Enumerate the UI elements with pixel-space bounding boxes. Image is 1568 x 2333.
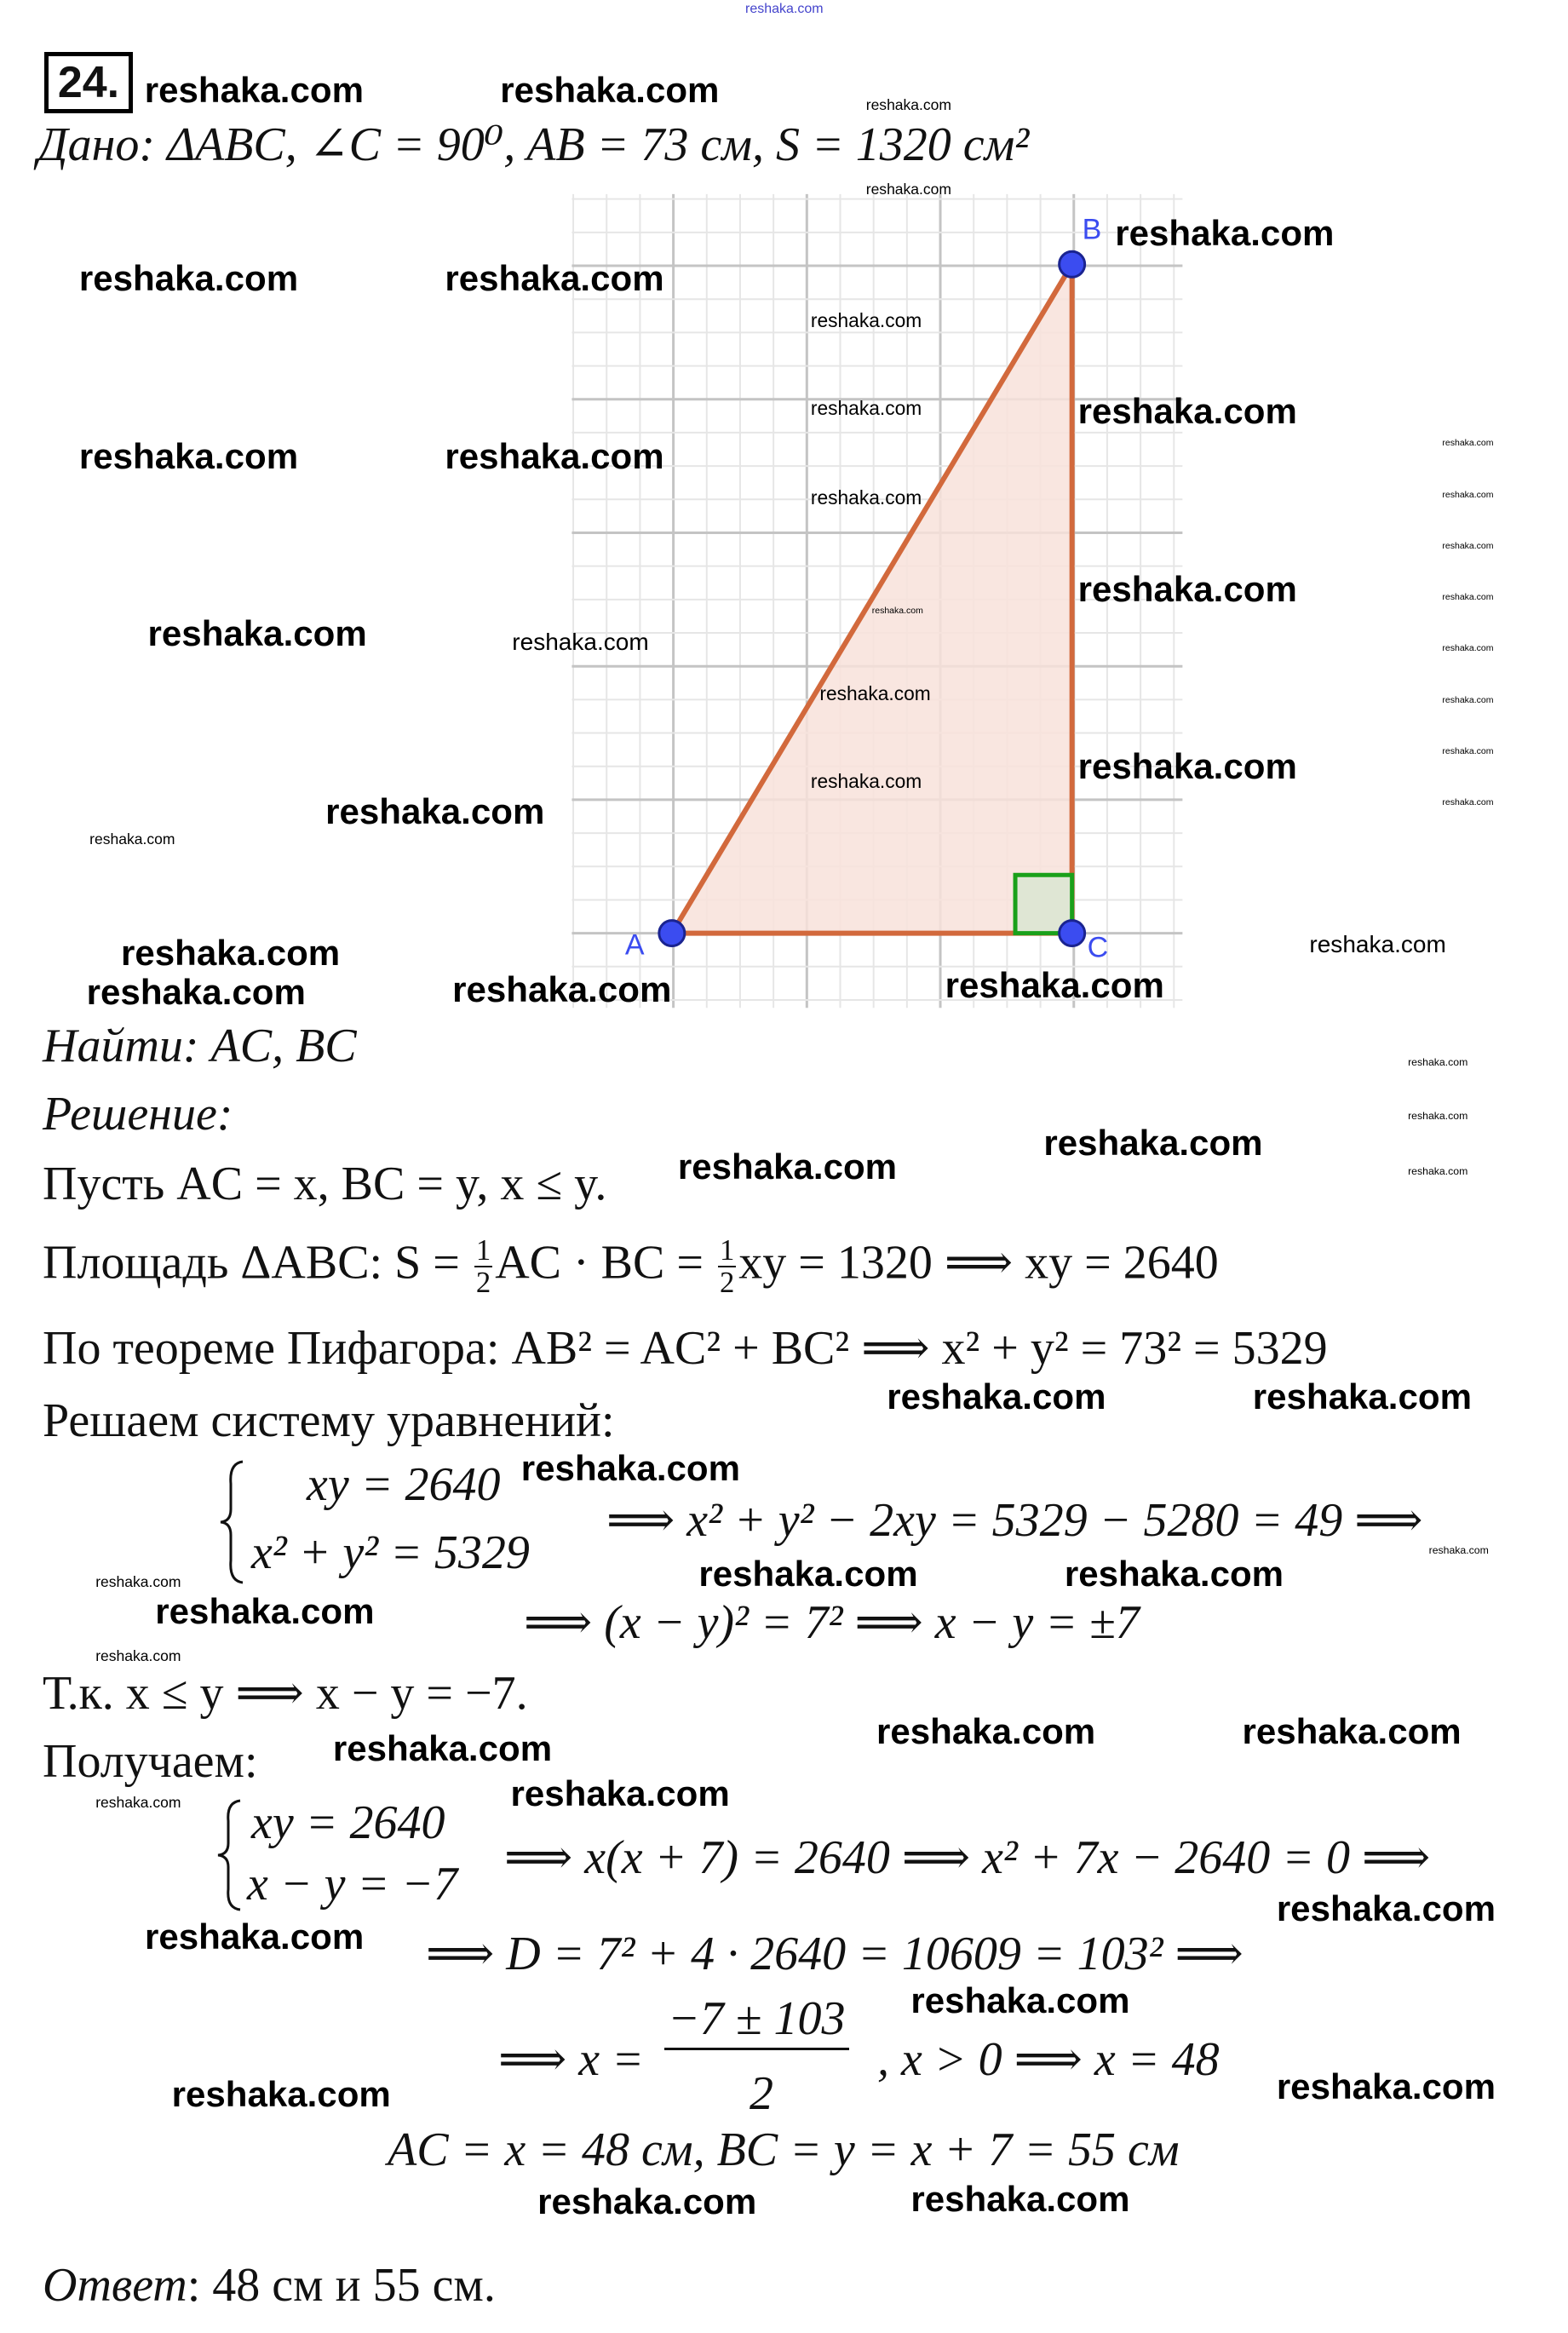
watermark: reshaka.com <box>1276 2066 1496 2106</box>
watermark: reshaka.com <box>155 1590 375 1631</box>
root-post: , x > 0 ⟹ x = 48 <box>877 2033 1220 2086</box>
problem-number: 24. <box>44 52 133 113</box>
watermark: reshaka.com <box>1077 568 1297 609</box>
watermark: reshaka.com <box>95 1572 181 1590</box>
solve-line: Решаем систему уравнений: <box>43 1394 615 1447</box>
area-mid: AC · BC = <box>495 1236 715 1290</box>
watermark: reshaka.com <box>78 435 299 476</box>
watermark: reshaka.com <box>1408 1110 1468 1123</box>
watermark: reshaka.com <box>445 435 664 476</box>
watermark: reshaka.com <box>445 258 664 299</box>
watermark: reshaka.com <box>325 790 545 831</box>
system-brace <box>217 1458 248 1586</box>
root-denominator: 2 <box>750 2067 773 2120</box>
watermark: reshaka.com <box>1408 1056 1468 1069</box>
find-text: : AC, BC <box>182 1020 357 1072</box>
find-line <box>43 1022 357 1070</box>
answer-label: Ответ <box>43 2259 187 2312</box>
watermark: reshaka.com <box>865 181 952 198</box>
pythagoras-line: По теореме Пифагора: AB² = AC² + BC² ⟹ x² + y² = 73² = 5329 <box>43 1322 1328 1375</box>
system2-eq2: x − y = −7 <box>247 1858 458 1911</box>
label-b: B <box>1082 213 1102 246</box>
given-text: : ΔABC, ∠C = 90⁰, AB = 73 см, S = 1320 см² <box>139 118 1030 171</box>
watermark: reshaka.com <box>1043 1123 1263 1164</box>
watermark: reshaka.com <box>1115 213 1335 254</box>
system2-result: ⟹ x(x + 7) = 2640 ⟹ x² + 7x − 2640 = 0 ⟹ <box>504 1831 1431 1884</box>
watermark: reshaka.com <box>1309 930 1446 957</box>
watermark: reshaka.com <box>1442 746 1494 757</box>
watermark: reshaka.com <box>876 1710 1096 1751</box>
point-a <box>659 921 685 946</box>
answer-line <box>43 2259 496 2312</box>
watermark: reshaka.com <box>1252 1376 1472 1416</box>
watermark: reshaka.com <box>1442 438 1494 449</box>
triangle-diagram <box>0 0 1568 1022</box>
watermark: reshaka.com <box>865 95 952 113</box>
watermark: reshaka.com <box>95 1647 181 1665</box>
watermark: reshaka.com <box>510 1773 730 1813</box>
watermark: reshaka.com <box>171 2073 391 2114</box>
watermark: reshaka.com <box>1442 592 1494 603</box>
watermark: reshaka.com <box>1077 391 1297 432</box>
answer-text: : 48 см и 55 см. <box>187 2259 496 2312</box>
watermark: reshaka.com <box>147 613 367 654</box>
system2-brace <box>215 1797 245 1912</box>
half-den: 2 <box>475 1266 491 1300</box>
watermark: reshaka.com <box>810 770 922 793</box>
point-c <box>1060 921 1085 946</box>
system1-eq2: x² + y² = 5329 <box>251 1526 530 1579</box>
watermark: reshaka.com <box>512 629 649 656</box>
watermark: reshaka.com <box>1442 797 1494 808</box>
watermark: reshaka.com <box>910 1980 1130 2021</box>
area-pre: Площадь ΔABC: S = <box>43 1236 472 1290</box>
watermark: reshaka.com <box>1428 1544 1489 1557</box>
point-b <box>1060 251 1085 277</box>
watermark: reshaka.com <box>810 396 922 419</box>
watermark: reshaka.com <box>520 1447 740 1488</box>
watermark: reshaka.com <box>1442 489 1494 500</box>
difference-line: ⟹ (x − y)² = 7² ⟹ x − y = ±7 <box>524 1596 1140 1649</box>
let-line: Пусть AC = x, BC = y, x ≤ y. <box>43 1158 607 1210</box>
half-den-2: 2 <box>719 1266 735 1300</box>
since-line: Т.к. x ≤ y ⟹ x − y = −7. <box>43 1667 528 1720</box>
watermark: reshaka.com <box>677 1146 898 1187</box>
label-c: C <box>1087 931 1109 964</box>
half-num: 1 <box>475 1233 491 1267</box>
watermark: reshaka.com <box>910 2178 1130 2219</box>
watermark: reshaka.com <box>871 605 923 616</box>
watermark: reshaka.com <box>452 968 672 1009</box>
watermark: reshaka.com <box>819 681 931 704</box>
root-numerator: −7 ± 103 <box>664 1995 849 2050</box>
watermark: reshaka.com <box>1442 540 1494 551</box>
watermark: reshaka.com <box>144 70 364 111</box>
given-label: Дано <box>37 118 140 171</box>
watermark: reshaka.com <box>1276 1888 1496 1929</box>
watermark: reshaka.com <box>945 965 1164 1006</box>
system1-eq1: xy = 2640 <box>307 1458 501 1511</box>
watermark: reshaka.com <box>145 1916 365 1957</box>
result-line: AC = x = 48 см, BC = y = x + 7 = 55 см <box>388 2123 1180 2176</box>
root-pre: ⟹ x = <box>498 2033 644 2086</box>
system1-result: ⟹ x² + y² − 2xy = 5329 − 5280 = 49 ⟹ <box>606 1494 1423 1547</box>
area-post: xy = 1320 ⟹ xy = 2640 <box>738 1236 1219 1290</box>
watermark: reshaka.com <box>95 1794 181 1812</box>
watermark: reshaka.com <box>500 70 720 111</box>
watermark: reshaka.com <box>78 258 299 299</box>
watermark: reshaka.com <box>1242 1710 1462 1751</box>
watermark: reshaka.com <box>86 972 306 1013</box>
watermark: reshaka.com <box>1077 746 1297 787</box>
watermark: reshaka.com <box>1064 1554 1284 1595</box>
watermark: reshaka.com <box>810 486 922 509</box>
watermark: reshaka.com <box>1442 643 1494 654</box>
half-num-2: 1 <box>719 1233 735 1267</box>
half-fraction <box>474 1235 492 1299</box>
watermark: reshaka.com <box>120 933 341 974</box>
find-label: Найти <box>43 1020 183 1072</box>
half-fraction-2 <box>718 1235 736 1299</box>
solution-heading: Решение: <box>43 1088 233 1141</box>
area-line <box>43 1235 1219 1299</box>
get-line: Получаем: <box>43 1735 258 1788</box>
watermark: reshaka.com <box>810 308 922 331</box>
watermark: reshaka.com <box>887 1376 1106 1416</box>
system2-eq1: xy = 2640 <box>251 1796 445 1849</box>
watermark: reshaka.com <box>1408 1165 1468 1178</box>
watermark: reshaka.com <box>332 1727 553 1768</box>
discriminant-line: ⟹ D = 7² + 4 · 2640 = 10609 = 103² ⟹ <box>426 1928 1243 1980</box>
watermark: reshaka.com <box>89 830 175 848</box>
top-watermark: reshaka.com <box>745 2 824 16</box>
watermark: reshaka.com <box>1442 694 1494 705</box>
label-a: A <box>624 928 645 962</box>
watermark: reshaka.com <box>698 1554 918 1595</box>
watermark: reshaka.com <box>537 2181 757 2222</box>
